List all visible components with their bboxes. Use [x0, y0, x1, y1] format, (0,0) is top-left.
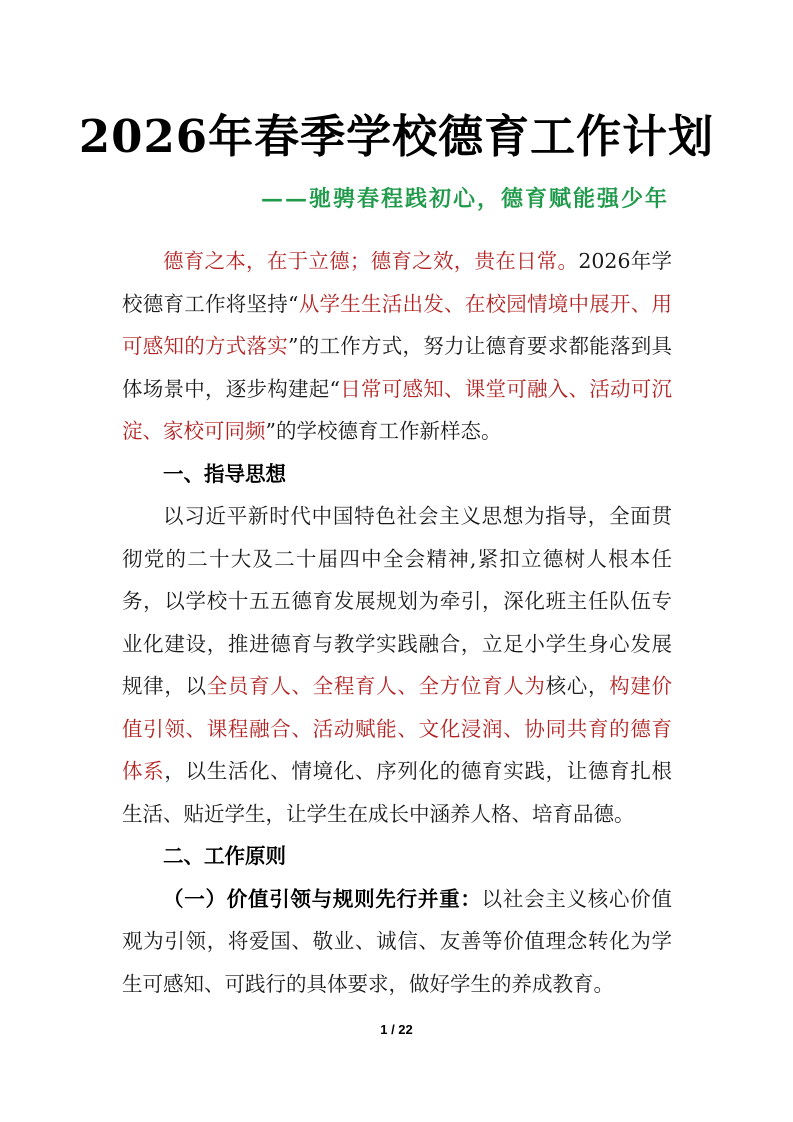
intro-highlight-2: 日常可感知、课堂可融入、活动可沉淀、家校可同频 [122, 376, 673, 443]
intro-text-1: 2026年学校德育工作将坚持“ [122, 249, 673, 316]
intro-highlight-1: 从学生生活出发、在校园情境中展开、用可感知的方式落实 [122, 291, 673, 358]
section-2-item-1-label: （一）价值引领与规则先行并重： [163, 886, 482, 911]
section-1-text-3: ，以生活化、情境化、序列化的德育实践，让德育扎根生活、贴近学生，让学生在成长中涵养人格、培育品德。 [122, 759, 673, 826]
page-number: 1 / 22 [380, 1022, 413, 1037]
page-title: 2026年春季学校德育工作计划 [78, 110, 715, 163]
section-1-highlight-2: 构建价值引领、课程融合、活动赋能、文化浸润、协同共育的德育体系 [122, 674, 673, 783]
section-1-text-1: 以习近平新时代中国特色社会主义思想为指导，全面贯彻党的二十大及二十届四中全会精神,紧扣立德树人根本任务，以学校十五五德育发展规划为牵引，深化班主任队伍专业化建设，推进德育与教学实践融合，立足小学生身心发展规律，以 [122, 504, 672, 698]
section-1-highlight-1: 全员育人、全程育人、全方位育人为 [206, 674, 546, 698]
intro-paragraph [122, 240, 672, 453]
document-body [122, 240, 672, 1005]
page-subtitle: ——驰骋春程践初心，德育赋能强少年 [260, 186, 669, 212]
intro-text-3: ”的学校德育工作新样态。 [265, 419, 502, 443]
section-1-paragraph [122, 495, 672, 835]
section-2-item-1 [122, 878, 672, 1006]
section-1-text-2: 核心， [545, 674, 610, 698]
section-2-heading: 二、工作原则 [163, 844, 286, 868]
intro-text-2: ”的工作方式，努力让德育要求都能落到具体场景中，逐步构建起“ [122, 334, 673, 401]
section-2-item-1-text: 以社会主义核心价值观为引领，将爱国、敬业、诚信、友善等价值理念转化为学生可感知、可践行的具体要求，做好学生的养成教育。 [122, 886, 673, 996]
section-1-heading: 一、指导思想 [163, 461, 286, 486]
intro-lead: 德育之本，在于立德；德育之效，贵在日常。 [163, 249, 579, 273]
